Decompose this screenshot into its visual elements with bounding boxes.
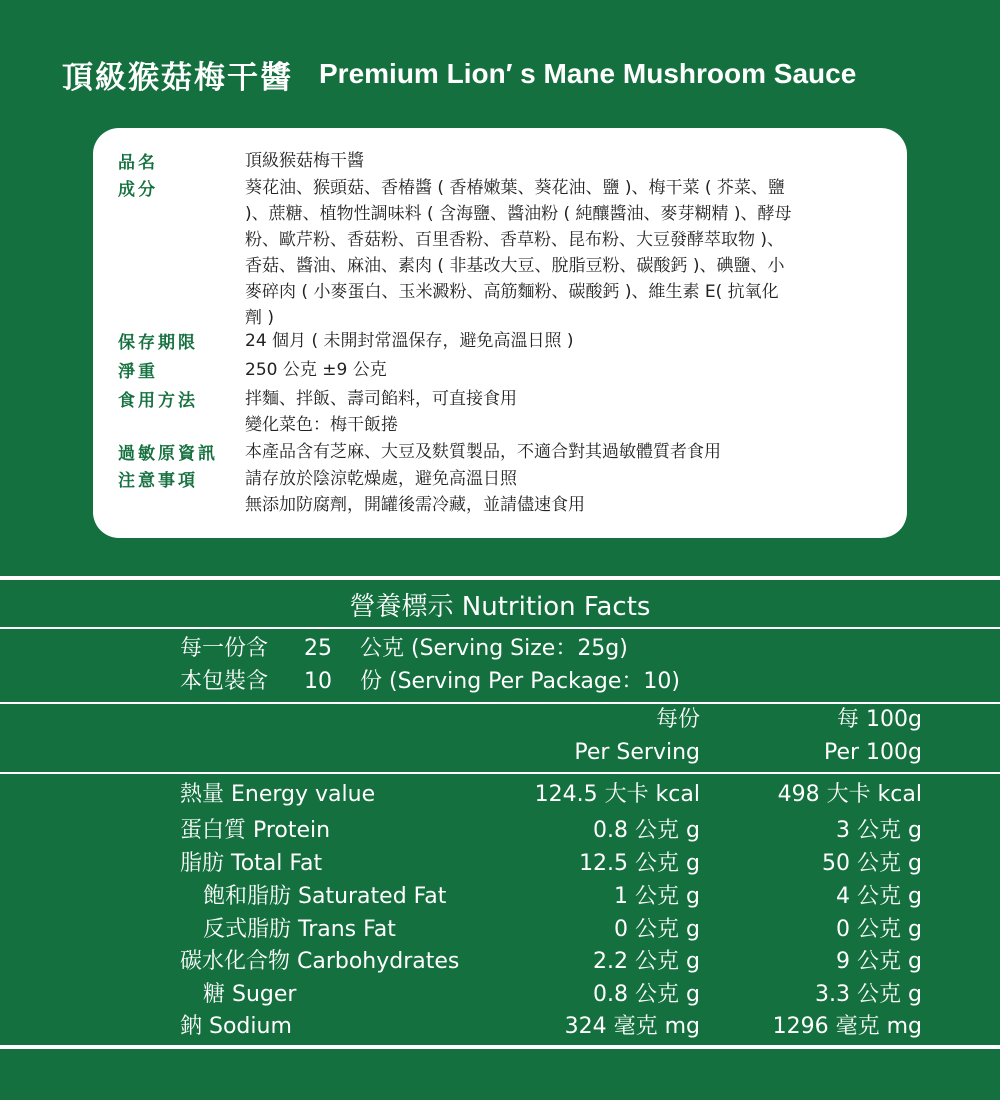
per-serving-value: 0 公克 g [614, 917, 700, 942]
per-serving-value: 124.5 大卡 kcal [534, 782, 700, 807]
nutrient-name: 鈉 Sodium [180, 1014, 292, 1039]
per-100g-header-zh: 每 100g [837, 707, 922, 732]
nutrient-name: 蛋白質 Protein [180, 818, 331, 843]
per-100g-value: 498 大卡 kcal [777, 782, 922, 807]
info-value-line: 拌麵、拌飯、壽司餡料，可直接食用 [245, 389, 517, 409]
info-value [245, 148, 875, 174]
info-value-line: 葵花油、猴頭菇、香椿醬 ( 香椿嫩葉、葵花油、鹽 )、梅干菜 ( 芥菜、鹽 [245, 178, 785, 198]
info-value-line: 本產品含有芝麻、大豆及麩質製品，不適合對其過敏體質者食用 [245, 442, 721, 462]
title-chinese: 頂級猴菇梅干醬 [62, 59, 293, 96]
info-value-line: 粉、歐芹粉、香菇粉、百里香粉、香草粉、昆布粉、大豆發酵萃取物 )、 [245, 230, 785, 250]
nutrient-name: 反式脂肪 Trans Fat [203, 917, 396, 942]
per-100g-value: 50 公克 g [822, 851, 922, 876]
nutrient-name: 脂肪 Total Fat [180, 851, 323, 876]
nutrition-row [0, 779, 1000, 811]
info-value [245, 439, 875, 465]
nutrition-row [0, 848, 1000, 880]
title-english: Premium Lion′ s Mane Mushroom Sauce [319, 58, 857, 89]
nutrient-name: 飽和脂肪 Saturated Fat [203, 884, 447, 909]
info-label: 成分 [118, 180, 158, 200]
nutrition-row [0, 1011, 1000, 1043]
per-100g-value: 1296 毫克 mg [772, 1014, 922, 1039]
nutrient-name: 碳水化合物 Carbohydrates [180, 949, 460, 974]
info-label: 保存期限 [118, 333, 198, 353]
divider-title [0, 627, 1000, 629]
servings-per-package-number: 10 [304, 669, 332, 694]
info-label: 品名 [118, 153, 158, 173]
info-label: 過敏原資訊 [118, 444, 218, 464]
divider-top [0, 576, 1000, 580]
info-value-line: 香菇、醬油、麻油、素肉 ( 非基改大豆、脫脂豆粉、碳酸鈣 )、碘鹽、小 [245, 256, 785, 276]
nutrition-row [0, 946, 1000, 978]
servings-per-package-label: 本包裝含 [180, 669, 269, 694]
nutrition-facts-title: 營養標示 Nutrition Facts [349, 592, 651, 622]
per-100g-value: 9 公克 g [836, 949, 922, 974]
nutrition-row [0, 979, 1000, 1011]
info-value [245, 175, 875, 331]
nutrient-name: 熱量 Energy value [180, 782, 376, 807]
divider-bottom [0, 1045, 1000, 1049]
per-serving-header-zh: 每份 [655, 707, 700, 732]
info-value-line: 24 個月 ( 未開封常溫保存，避免高溫日照 ) [245, 331, 574, 351]
servings-per-package-text: 份 (Serving Per Package：10) [360, 669, 680, 694]
info-value-line: 變化菜色：梅干飯捲 [245, 415, 398, 435]
nutrition-row [0, 881, 1000, 913]
info-value [245, 357, 875, 383]
info-value-line: 250 公克 ±9 公克 [245, 360, 387, 380]
per-serving-value: 2.2 公克 g [593, 949, 700, 974]
info-value-line: )、蔗糖、植物性調味料 ( 含海鹽、醬油粉 ( 純釀醬油、麥芽糊精 )、酵母 [245, 204, 792, 224]
info-value-line: 無添加防腐劑，開罐後需冷藏，並請儘速食用 [245, 495, 585, 515]
per-serving-value: 0.8 公克 g [593, 818, 700, 843]
info-value-line: 麥碎肉 ( 小麥蛋白、玉米澱粉、高筋麵粉、碳酸鈣 )、維生素 E( 抗氧化 [245, 282, 779, 302]
per-serving-value: 324 毫克 mg [564, 1014, 700, 1039]
nutrient-name: 糖 Suger [203, 982, 297, 1007]
per-100g-header-en: Per 100g [823, 740, 922, 765]
per-100g-value: 0 公克 g [836, 917, 922, 942]
nutrition-row [0, 914, 1000, 946]
per-serving-header-en: Per Serving [574, 740, 700, 765]
divider-header [0, 772, 1000, 774]
info-label: 注意事項 [118, 471, 198, 491]
per-serving-value: 12.5 公克 g [579, 851, 700, 876]
nutrition-row [0, 815, 1000, 847]
info-value [245, 386, 875, 438]
per-serving-value: 1 公克 g [614, 884, 700, 909]
serving-size-number: 25 [304, 636, 332, 661]
info-value-line: 頂級猴菇梅干醬 [245, 151, 364, 171]
page-title [62, 52, 856, 96]
info-label: 食用方法 [118, 391, 198, 411]
per-serving-value: 0.8 公克 g [593, 982, 700, 1007]
info-value-line: 劑 ) [245, 308, 275, 328]
per-100g-value: 3 公克 g [836, 818, 922, 843]
info-value-line: 請存放於陰涼乾燥處，避免高溫日照 [245, 469, 517, 489]
per-100g-value: 3.3 公克 g [815, 982, 922, 1007]
product-info-card [93, 128, 907, 538]
info-label: 淨重 [118, 362, 158, 382]
divider-serving [0, 702, 1000, 704]
per-100g-value: 4 公克 g [836, 884, 922, 909]
serving-size-label: 每一份含 [180, 636, 269, 661]
serving-size-text: 公克 (Serving Size：25g) [360, 636, 628, 661]
info-value [245, 328, 875, 354]
info-value [245, 466, 875, 518]
